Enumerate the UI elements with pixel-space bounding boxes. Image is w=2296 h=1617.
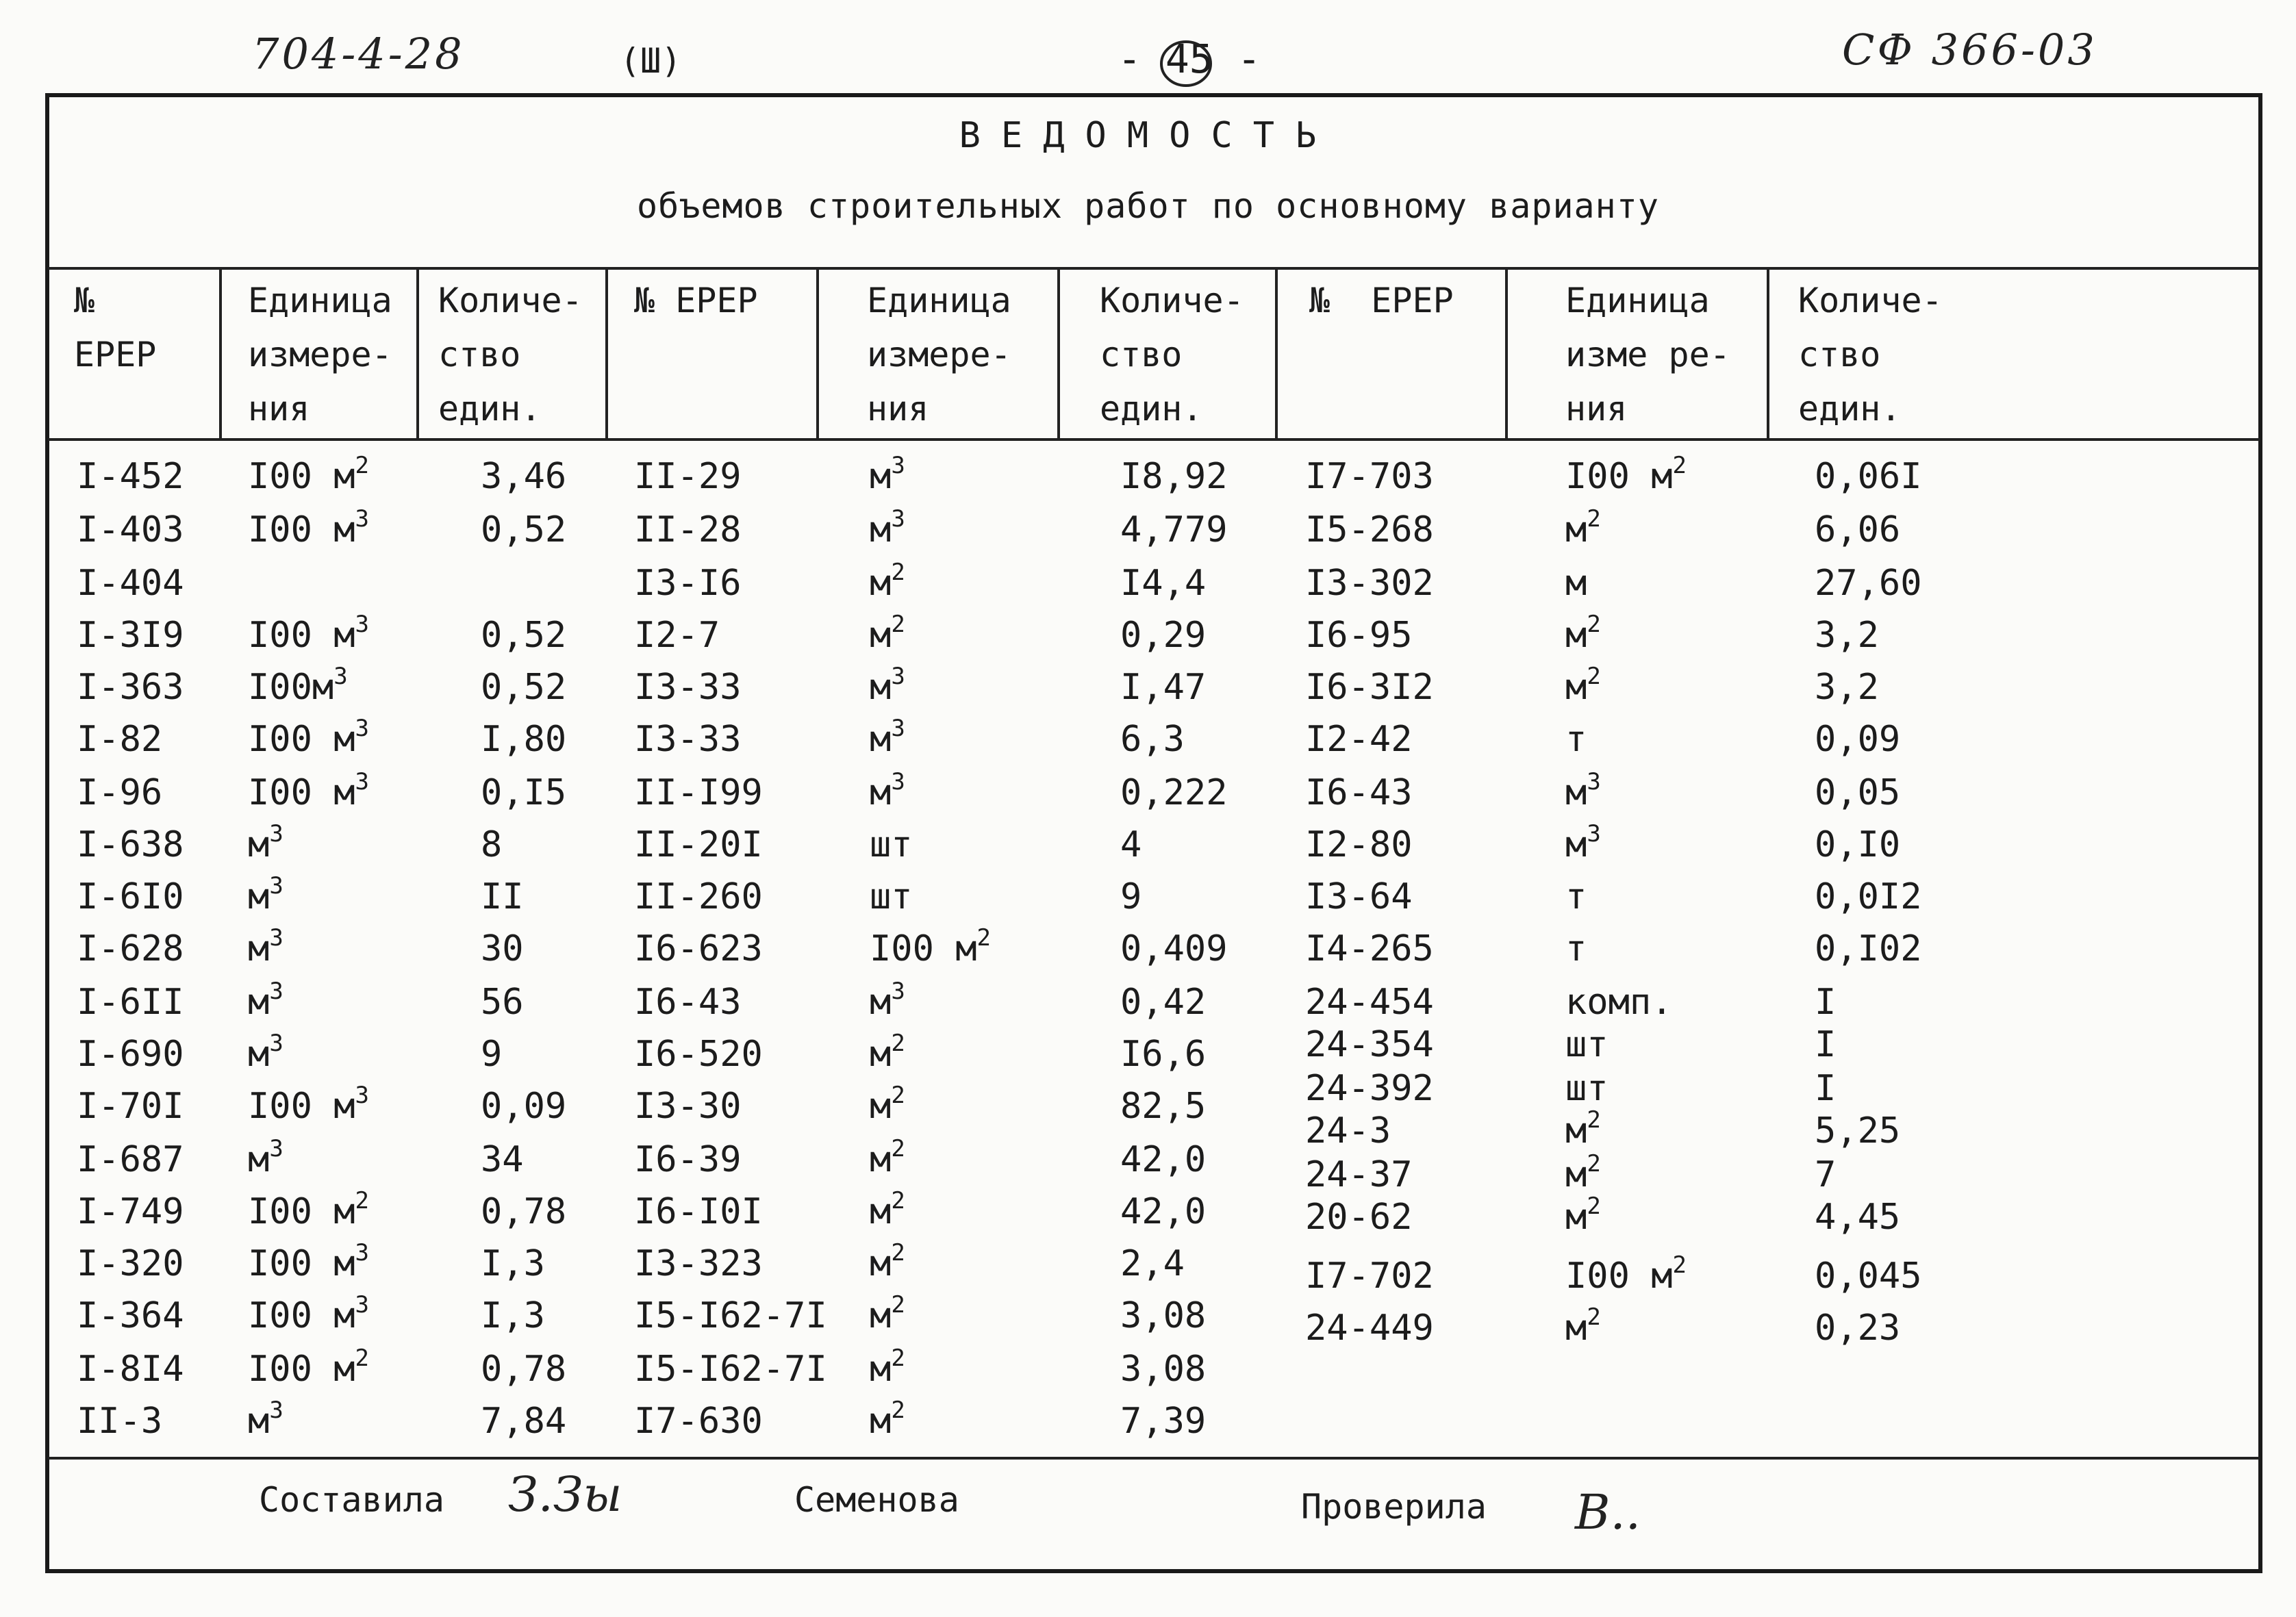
table-cell-code: II-20I <box>634 824 763 865</box>
table-cell-unit: $м^2$ <box>870 1030 905 1075</box>
unit-exponent: 2 <box>891 1030 905 1057</box>
table-cell-unit: $м^3$ <box>870 715 905 760</box>
table-cell-qty: 5,25 <box>1815 1110 1901 1151</box>
table-cell-unit: I00 $м^2$ <box>248 1345 370 1390</box>
table-cell-code: I-3I9 <box>77 615 184 656</box>
unit-exponent: 3 <box>269 924 283 952</box>
table-cell-unit: I00 $м^3$ <box>248 768 370 813</box>
table-cell-qty: 0,05 <box>1815 772 1901 813</box>
unit-exponent: 2 <box>891 1239 905 1266</box>
table-cell-qty: I <box>1815 1068 1837 1109</box>
table-cell-unit: комп. <box>1565 982 1673 1023</box>
unit-exponent: 2 <box>355 1187 370 1214</box>
table-cell-code: I-403 <box>77 509 184 550</box>
col-divider <box>1057 267 1060 440</box>
table-cell-qty: 42,0 <box>1120 1191 1207 1232</box>
table-cell-code: 24-37 <box>1305 1154 1413 1195</box>
table-cell-code: I3-33 <box>634 667 742 708</box>
table-bottom-rule <box>48 1457 2260 1460</box>
header-unit-1: Единица измере- ния <box>248 281 392 429</box>
unit-exponent: 3 <box>269 1397 283 1424</box>
table-cell-unit: $м^2$ <box>870 1135 905 1180</box>
table-cell-qty: 0,23 <box>1815 1308 1901 1349</box>
table-cell-code: I7-702 <box>1305 1256 1434 1297</box>
table-cell-code: I3-I6 <box>634 563 742 604</box>
table-cell-unit: I00 $м^3$ <box>248 1291 370 1336</box>
unit-exponent: 3 <box>269 1135 283 1162</box>
col-divider <box>1275 267 1278 440</box>
unit-exponent: 2 <box>355 452 370 479</box>
table-cell-qty: 4,45 <box>1815 1197 1901 1238</box>
table-cell-unit: т <box>1565 928 1587 969</box>
table-cell-code: I-690 <box>77 1034 184 1075</box>
table-cell-unit: т <box>1565 719 1587 760</box>
table-cell-qty: 0,I02 <box>1815 928 1922 969</box>
unit-exponent: 3 <box>269 820 283 848</box>
unit-exponent: 3 <box>891 452 905 479</box>
table-cell-code: I3-302 <box>1305 563 1434 604</box>
table-cell-qty: 3,2 <box>1815 615 1879 656</box>
table-cell-unit: $м^2$ <box>870 1397 905 1442</box>
table-cell-qty: 3,08 <box>1120 1295 1207 1336</box>
table-cell-unit: I00 $м^2$ <box>1565 1251 1687 1297</box>
unit-exponent: 2 <box>1672 452 1687 479</box>
table-cell-qty: 4,779 <box>1120 509 1228 550</box>
table-cell-code: I3-64 <box>1305 876 1413 917</box>
table-cell-code: I6-95 <box>1305 615 1413 656</box>
compiled-by-name: Семенова <box>794 1480 959 1520</box>
table-cell-qty: 0,52 <box>481 667 567 708</box>
table-cell-qty: 0,0I2 <box>1815 876 1922 917</box>
table-cell-unit: $м^3$ <box>248 1397 283 1442</box>
table-cell-unit: $м^3$ <box>248 820 283 865</box>
table-cell-code: I3-323 <box>634 1243 763 1284</box>
table-cell-code: I-638 <box>77 824 184 865</box>
table-cell-code: I5-268 <box>1305 509 1434 550</box>
table-cell-code: I6-I0I <box>634 1191 763 1232</box>
unit-exponent: 3 <box>355 505 370 533</box>
header-qty-3: Количе- ство един. <box>1798 281 1943 429</box>
table-cell-code: I6-520 <box>634 1034 763 1075</box>
table-cell-unit: $м^2$ <box>1565 1303 1601 1349</box>
table-cell-qty: 3,46 <box>481 456 567 497</box>
unit-exponent: 2 <box>1587 1106 1601 1134</box>
table-cell-code: I2-80 <box>1305 824 1413 865</box>
col-divider <box>1767 267 1769 440</box>
table-cell-qty: 4 <box>1120 824 1142 865</box>
unit-exponent: 3 <box>355 611 370 638</box>
table-cell-unit: $м^3$ <box>248 978 283 1023</box>
document-subtitle: объемов строительных работ по основному варианту <box>637 186 1659 226</box>
unit-exponent: 3 <box>891 663 905 690</box>
table-cell-unit: I00 $м^2$ <box>870 924 992 969</box>
unit-exponent: 3 <box>269 978 283 1005</box>
table-cell-unit: $м^3$ <box>1565 820 1601 865</box>
table-cell-code: II-28 <box>634 509 742 550</box>
table-cell-qty: 82,5 <box>1120 1086 1207 1127</box>
table-cell-unit: шт <box>1565 1024 1609 1065</box>
unit-exponent: 2 <box>891 1345 905 1372</box>
table-cell-code: 24-454 <box>1305 982 1434 1023</box>
unit-exponent: 3 <box>891 978 905 1005</box>
table-cell-code: I6-3I2 <box>1305 667 1434 708</box>
table-cell-unit: I00 $м^2$ <box>248 452 370 497</box>
table-cell-unit: I00 $м^2$ <box>248 1187 370 1232</box>
table-cell-qty: I <box>1815 1024 1837 1065</box>
table-cell-unit: $м^2$ <box>870 559 905 604</box>
table-cell-qty: 0,09 <box>481 1086 567 1127</box>
table-cell-qty: 9 <box>481 1034 503 1075</box>
table-top-rule <box>48 267 2260 270</box>
table-cell-code: I4-265 <box>1305 928 1434 969</box>
table-cell-code: II-260 <box>634 876 763 917</box>
sheet-code: СФ 366-03 <box>1842 25 2097 75</box>
header-qty-2: Количе- ство един. <box>1100 281 1244 429</box>
unit-exponent: 3 <box>1587 820 1601 848</box>
unit-exponent: 2 <box>891 1187 905 1214</box>
table-cell-unit: $м^2$ <box>870 1187 905 1232</box>
header-code-1: № ЕРЕР <box>74 281 157 374</box>
col-divider <box>1505 267 1508 440</box>
table-cell-qty: 34 <box>481 1139 524 1180</box>
table-cell-unit: $I00м^3$ <box>248 663 348 708</box>
table-cell-code: I-363 <box>77 667 184 708</box>
table-cell-unit: $м^2$ <box>870 1291 905 1336</box>
document-title: ВЕДОМОСТЬ <box>959 115 1337 156</box>
table-cell-unit: шт <box>870 824 913 865</box>
unit-exponent: 2 <box>1672 1251 1687 1279</box>
unit-exponent: 2 <box>891 1291 905 1319</box>
table-cell-qty: 3,2 <box>1815 667 1879 708</box>
table-cell-unit: $м^3$ <box>248 1135 283 1180</box>
table-cell-code: I5-I62-7I <box>634 1295 827 1336</box>
table-cell-qty: I,80 <box>481 719 567 760</box>
table-cell-code: I3-33 <box>634 719 742 760</box>
unit-exponent: 2 <box>891 1082 905 1109</box>
table-cell-qty: I,3 <box>481 1243 545 1284</box>
table-cell-unit: I00 $м^3$ <box>248 715 370 760</box>
table-cell-code: I2-7 <box>634 615 720 656</box>
col-divider <box>219 267 222 440</box>
table-cell-qty: 0,409 <box>1120 928 1228 969</box>
table-cell-unit: I00 $м^3$ <box>248 611 370 656</box>
unit-exponent: 2 <box>1587 1303 1601 1331</box>
compiled-by-signature: З.Зы <box>508 1466 622 1523</box>
table-cell-qty: 56 <box>481 982 524 1023</box>
table-cell-unit: $м^3$ <box>870 505 905 550</box>
unit-exponent: 3 <box>891 715 905 742</box>
unit-exponent: 3 <box>355 715 370 742</box>
table-cell-unit: I00 $м^3$ <box>248 1239 370 1284</box>
table-cell-unit: I00 $м^3$ <box>248 1082 370 1127</box>
table-cell-qty: 0,29 <box>1120 615 1207 656</box>
table-cell-code: I-364 <box>77 1295 184 1336</box>
table-cell-qty: 0,222 <box>1120 772 1228 813</box>
table-cell-qty: 6,06 <box>1815 509 1901 550</box>
table-cell-qty: 9 <box>1120 876 1142 917</box>
table-cell-qty: 7 <box>1815 1154 1837 1195</box>
table-cell-code: II-3 <box>77 1401 163 1442</box>
table-cell-code: I-6II <box>77 982 184 1023</box>
table-cell-qty: 6,3 <box>1120 719 1185 760</box>
unit-exponent: 2 <box>355 1345 370 1372</box>
table-cell-code: I-96 <box>77 772 163 813</box>
table-cell-qty: 0,52 <box>481 509 567 550</box>
table-cell-code: II-I99 <box>634 772 763 813</box>
page-number: - 45 - <box>1118 36 1261 82</box>
table-cell-qty: 3,08 <box>1120 1349 1207 1390</box>
table-cell-qty: 0,I5 <box>481 772 567 813</box>
unit-exponent: 2 <box>891 559 905 586</box>
header-bottom-rule <box>48 438 2260 441</box>
table-cell-code: I2-42 <box>1305 719 1413 760</box>
table-cell-code: I6-39 <box>634 1139 742 1180</box>
table-cell-qty: 8 <box>481 824 503 865</box>
table-cell-unit: $м^2$ <box>1565 1193 1601 1238</box>
table-cell-code: I-70I <box>77 1086 184 1127</box>
table-cell-unit: шт <box>1565 1068 1609 1109</box>
unit-exponent: 3 <box>355 1291 370 1319</box>
table-cell-unit: $м^3$ <box>248 1030 283 1075</box>
table-cell-qty: 0,52 <box>481 615 567 656</box>
table-cell-qty: 0,I0 <box>1815 824 1901 865</box>
table-cell-unit: $м^2$ <box>870 1082 905 1127</box>
table-cell-code: I7-703 <box>1305 456 1434 497</box>
table-cell-qty: 7,39 <box>1120 1401 1207 1442</box>
table-cell-code: I-452 <box>77 456 184 497</box>
table-cell-code: 24-392 <box>1305 1068 1434 1109</box>
table-cell-code: II-29 <box>634 456 742 497</box>
table-cell-code: I-6I0 <box>77 876 184 917</box>
table-cell-unit: $м^3$ <box>870 663 905 708</box>
table-cell-code: 24-3 <box>1305 1110 1391 1151</box>
unit-exponent: 3 <box>355 1239 370 1266</box>
table-cell-unit: $м^2$ <box>870 1239 905 1284</box>
table-cell-unit: $м^3$ <box>870 978 905 1023</box>
table-cell-code: I6-623 <box>634 928 763 969</box>
header-code-3: № ЕРЕР <box>1309 281 1454 320</box>
table-cell-code: I-320 <box>77 1243 184 1284</box>
table-cell-code: I-749 <box>77 1191 184 1232</box>
table-cell-qty: 0,78 <box>481 1191 567 1232</box>
checked-by-signature: В.. <box>1575 1484 1641 1540</box>
unit-exponent: 2 <box>891 1135 905 1162</box>
table-cell-qty: I6,6 <box>1120 1034 1207 1075</box>
unit-exponent: 2 <box>976 924 992 952</box>
table-cell-code: I3-30 <box>634 1086 742 1127</box>
table-cell-unit: I00 $м^2$ <box>1565 452 1687 497</box>
table-cell-qty: 7,84 <box>481 1401 567 1442</box>
table-cell-unit: шт <box>870 876 913 917</box>
table-cell-unit: $м^3$ <box>248 924 283 969</box>
table-cell-qty: 27,60 <box>1815 563 1922 604</box>
table-cell-qty: 0,42 <box>1120 982 1207 1023</box>
unit-exponent: 3 <box>1587 768 1601 795</box>
header-qty-1: Количе- ство един. <box>438 281 583 429</box>
table-cell-code: I6-43 <box>1305 772 1413 813</box>
table-cell-qty: I,47 <box>1120 667 1207 708</box>
table-cell-qty: 42,0 <box>1120 1139 1207 1180</box>
unit-exponent: 2 <box>1587 505 1601 533</box>
table-cell-qty: 0,06I <box>1815 456 1922 497</box>
table-cell-qty: 0,78 <box>481 1349 567 1390</box>
checked-by-label: Проверила <box>1301 1487 1487 1527</box>
table-cell-qty: 0,045 <box>1815 1256 1922 1297</box>
table-cell-unit: $м^2$ <box>1565 1150 1601 1195</box>
unit-exponent: 3 <box>891 505 905 533</box>
table-cell-qty: 30 <box>481 928 524 969</box>
col-divider <box>416 267 419 440</box>
table-cell-unit: т <box>1565 876 1587 917</box>
table-cell-code: I6-43 <box>634 982 742 1023</box>
table-cell-unit: $м^3$ <box>1565 768 1601 813</box>
table-cell-code: I-404 <box>77 563 184 604</box>
table-cell-code: I5-I62-7I <box>634 1349 827 1390</box>
table-cell-unit: $м^3$ <box>248 872 283 917</box>
table-cell-code: I7-630 <box>634 1401 763 1442</box>
table-cell-qty: I,3 <box>481 1295 545 1336</box>
table-cell-qty: I8,92 <box>1120 456 1228 497</box>
table-cell-unit: $м^2$ <box>1565 505 1601 550</box>
unit-exponent: 2 <box>1587 1150 1601 1177</box>
table-cell-code: 24-354 <box>1305 1024 1434 1065</box>
table-cell-code: I-628 <box>77 928 184 969</box>
unit-exponent: 2 <box>891 611 905 638</box>
table-cell-unit: $м^2$ <box>1565 611 1601 656</box>
table-cell-qty: II <box>481 876 524 917</box>
unit-exponent: 3 <box>269 872 283 900</box>
col-divider <box>816 267 819 440</box>
table-cell-code: I-8I4 <box>77 1349 184 1390</box>
unit-exponent: 3 <box>355 1082 370 1109</box>
table-cell-unit: $м^2$ <box>870 1345 905 1390</box>
table-cell-qty: 0,09 <box>1815 719 1901 760</box>
unit-exponent: 3 <box>269 1030 283 1057</box>
unit-exponent: 2 <box>1587 611 1601 638</box>
table-cell-unit: $м^3$ <box>870 768 905 813</box>
table-cell-unit: $м^3$ <box>870 452 905 497</box>
table-cell-code: I-687 <box>77 1139 184 1180</box>
unit-exponent: 3 <box>891 768 905 795</box>
table-cell-qty: 2,4 <box>1120 1243 1185 1284</box>
project-code: 704-4-28 <box>252 29 465 79</box>
table-cell-qty: I4,4 <box>1120 563 1207 604</box>
page-number-circle <box>1157 38 1215 89</box>
table-cell-unit: I00 $м^3$ <box>248 505 370 550</box>
volume-label: (Ш) <box>620 41 682 81</box>
unit-exponent: 2 <box>1587 663 1601 690</box>
table-cell-qty: I <box>1815 982 1837 1023</box>
unit-exponent: 2 <box>1587 1193 1601 1220</box>
table-cell-unit: $м^2$ <box>1565 1106 1601 1151</box>
unit-exponent: 3 <box>355 768 370 795</box>
unit-exponent: 2 <box>891 1397 905 1424</box>
table-cell-unit: $м^2$ <box>870 611 905 656</box>
unit-exponent: 3 <box>333 663 348 690</box>
header-unit-3: Единица изме ре- ния <box>1565 281 1730 429</box>
table-cell-code: 20-62 <box>1305 1197 1413 1238</box>
table-cell-unit: м <box>1565 563 1587 604</box>
table-cell-code: I-82 <box>77 719 163 760</box>
compiled-by-label: Составила <box>259 1480 444 1520</box>
table-cell-unit: $м^2$ <box>1565 663 1601 708</box>
header-unit-2: Единица измере- ния <box>867 281 1011 429</box>
table-cell-code: 24-449 <box>1305 1308 1434 1349</box>
col-divider <box>605 267 608 440</box>
header-code-2: № ЕРЕР <box>634 281 758 320</box>
